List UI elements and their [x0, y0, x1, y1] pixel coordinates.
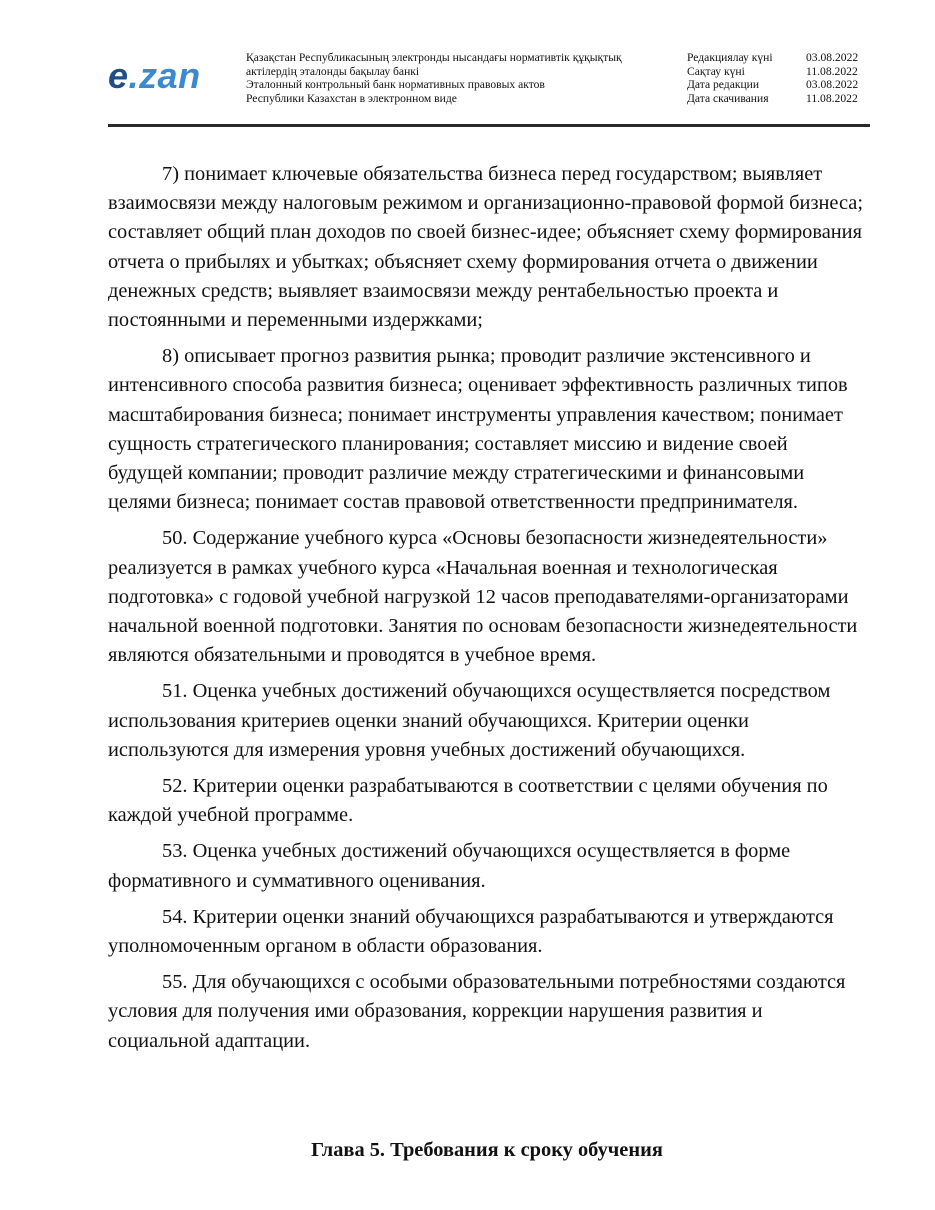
header-divider	[108, 124, 870, 127]
org-line: актілердің эталонды бақылау банкі	[246, 64, 420, 78]
document-header	[108, 44, 870, 114]
paragraph-51: 51. Оценка учебных достижений обучающихся осуществляется посредством использования критериев оценки знаний обучающихся. Критерии оценки используются для измерения уровня учебных достижений обучающихся.	[108, 680, 831, 761]
meta-row-save-date-kz	[687, 65, 866, 79]
org-line: Қазақстан Республикасының электронды нысандағы нормативтік құқықтық	[246, 51, 622, 64]
meta-row-download-date-ru	[687, 92, 866, 106]
paragraph-52: 52. Критерии оценки разрабатываются в соответствии с целями обучения по каждой учебной программе.	[108, 775, 828, 827]
logo-e: e	[108, 55, 129, 96]
chapter-heading: Глава 5. Требования к сроку обучения	[311, 1139, 663, 1161]
paragraph-54: 54. Критерии оценки знаний обучающихся разрабатываются и утверждаются уполномоченным органом в области образования.	[108, 905, 834, 958]
organization-name	[246, 51, 622, 105]
meta-value: 11.08.2022	[806, 91, 858, 105]
paragraph-53: 53. Оценка учебных достижений обучающихся осуществляется в форме формативного и суммативного оценивания.	[108, 840, 791, 892]
paragraph-55: 55. Для обучающихся с особыми образовательными потребностями создаются условия для получения ими образования, коррекции нарушения развития и социальной адаптации.	[108, 971, 846, 1052]
paragraph-item-8: 8) описывает прогноз развития рынка; проводит различие экстенсивного и интенсивного способа развития бизнеса; оценивает эффективность различных типов масштабирования бизнеса; понимает инструменты управления качеством; понимает сущность стратегического планирования; составляет миссию и видение своей будущей компании; проводит различие между стратегическими и финансовыми целями бизнеса; понимает состав правовой ответственности предпринимателя.	[108, 345, 848, 514]
document-body	[108, 160, 866, 1063]
meta-label: Дата скачивания	[687, 91, 769, 105]
org-line: Республики Казахстан в электронном виде	[246, 91, 457, 105]
meta-row-edit-date-ru	[687, 78, 866, 92]
org-line: Эталонный контрольный банк нормативных правовых актов	[246, 78, 545, 91]
meta-value: 03.08.2022	[806, 51, 859, 64]
document-dates	[687, 51, 866, 105]
meta-label: Сақтау күні	[687, 64, 745, 78]
logo-zan: zan	[139, 55, 201, 96]
meta-value: 11.08.2022	[806, 64, 858, 78]
meta-row-edit-date-kz	[687, 51, 866, 65]
ezan-logo[interactable]	[108, 56, 201, 96]
meta-value: 03.08.2022	[806, 78, 859, 91]
logo-dot: .	[128, 55, 140, 96]
meta-label: Дата редакции	[687, 78, 760, 91]
meta-label: Редакциялау күні	[687, 51, 773, 64]
paragraph-50: 50. Содержание учебного курса «Основы безопасности жизнедеятельности» реализуется в рамках учебного курса «Начальная военная и технологическая подготовка» с годовой учебной нагрузкой 12 часов преподавателями-организаторами начальной военной подготовки. Занятия по основам безопасности жизнедеятельности являются обязательными и проводятся в учебное время.	[108, 527, 858, 667]
paragraph-item-7: 7) понимает ключевые обязательства бизнеса перед государством; выявляет взаимосвязи между налоговым режимом и организационно-правовой формой бизнеса; составляет общий план доходов по своей бизнес-идее; объясняет схему формирования отчета о прибылях и убытках; объясняет схему формирования отчета о движении денежных средств; выявляет взаимосвязи между рентабельностью проекта и постоянными и переменными издержками;	[108, 163, 864, 332]
